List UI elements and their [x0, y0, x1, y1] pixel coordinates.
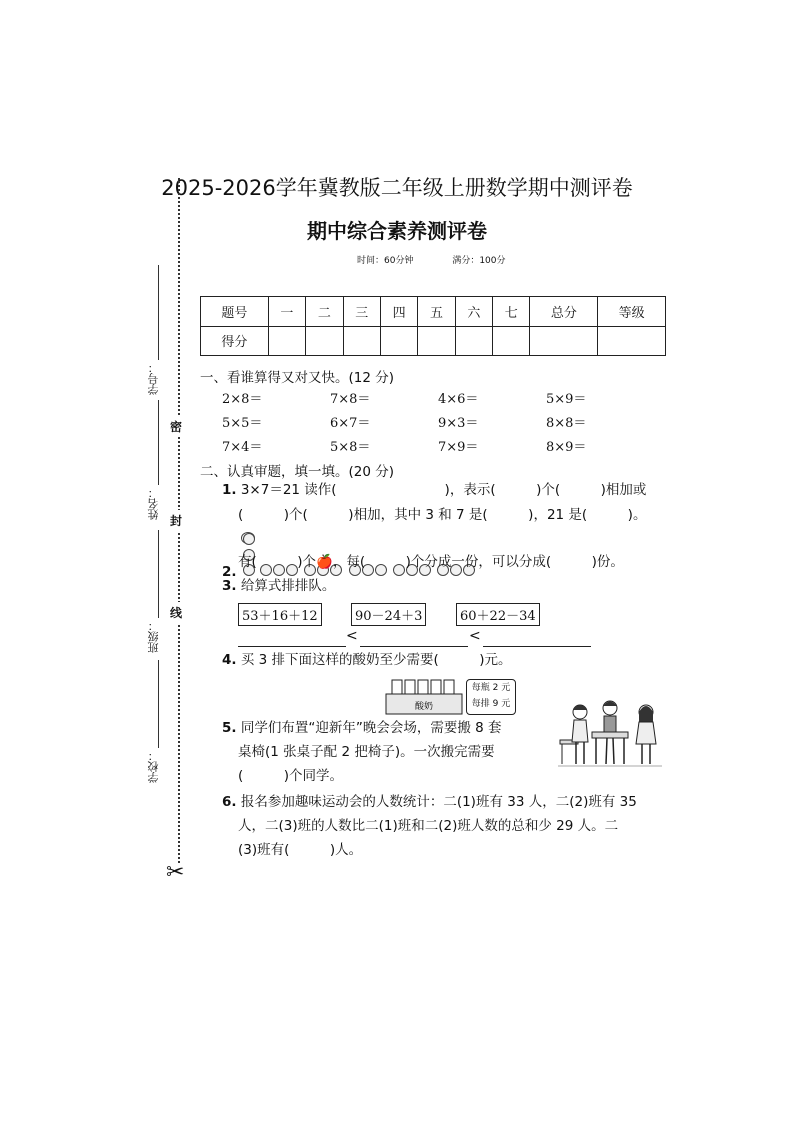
less-than-sign: <: [346, 628, 358, 644]
score-cell[interactable]: [268, 326, 305, 356]
header-cell: 一: [268, 297, 305, 327]
q3-line1: [222, 580, 335, 594]
q6-line1: [222, 796, 637, 810]
score-cell[interactable]: [455, 326, 492, 356]
school-line: [158, 660, 159, 748]
q5-line2: 桌椅(1 张桌子配 2 把椅子)。一次搬完需要: [238, 744, 495, 760]
header-cell: 三: [343, 297, 380, 327]
calc-item: 4×6＝: [438, 392, 479, 407]
table-row: [201, 326, 666, 356]
score-table: [200, 296, 666, 356]
students-moving-desk-illustration: [554, 698, 666, 772]
name-label: 姓名：: [147, 487, 160, 520]
question-number: 2.: [222, 564, 237, 580]
less-than-sign: <: [469, 628, 481, 644]
seal-char-mi: 密: [170, 416, 182, 437]
seal-char-feng: 封: [170, 510, 182, 531]
question-number: 1.: [222, 482, 237, 498]
header-cell: 六: [455, 297, 492, 327]
table-row: [201, 297, 666, 327]
score-cell[interactable]: [418, 326, 455, 356]
q2-line2: 有( )个🍎，每( )个分成一份，可以分成( )份。: [238, 554, 624, 570]
q6-text-1: 报名参加趣味运动会的人数统计：二(1)班有 33 人，二(2)班有 35: [240, 794, 637, 810]
score-cell[interactable]: [598, 326, 666, 356]
school-label: 学校：: [147, 750, 160, 783]
calc-item: 5×5＝: [222, 416, 263, 431]
score-cell[interactable]: [380, 326, 417, 356]
q1-line1: [222, 484, 646, 498]
q6-line3: (3)班有( )人。: [238, 842, 363, 858]
header-cell: 题号: [201, 297, 269, 327]
yogurt-label: 酸奶: [414, 702, 434, 712]
yogurt-pack-icon: [384, 676, 464, 716]
q3-expression: 90－24＋3: [351, 603, 426, 626]
exam-title: 2025-2026学年冀教版二年级上册数学期中测评卷: [161, 176, 633, 200]
score-label-cell: 得分: [201, 326, 269, 356]
apple-group-boxed: [241, 532, 255, 544]
calc-item: 7×4＝: [222, 440, 263, 455]
header-cell: 七: [493, 297, 530, 327]
question-number: 6.: [222, 794, 237, 810]
q3-text: 给算式排排队。: [240, 578, 336, 594]
apple-icon: [243, 533, 255, 545]
student-id-line: [158, 265, 159, 360]
header-cell: 总分: [530, 297, 598, 327]
name-line: [158, 400, 159, 485]
calc-item: 6×7＝: [330, 416, 371, 431]
question-number: 3.: [222, 578, 237, 594]
calc-item: 8×8＝: [546, 416, 587, 431]
score-cell[interactable]: [493, 326, 530, 356]
q4-line1: [222, 654, 512, 668]
q6-line2: 人，二(3)班的人数比二(1)班和二(2)班人数的总和少 29 人。二: [238, 818, 619, 834]
section2-heading: 二、认真审题，填一填。(20 分): [200, 464, 395, 480]
calc-item: 2×8＝: [222, 392, 263, 407]
header-cell: 等级: [598, 297, 666, 327]
seal-char-xian: 线: [170, 602, 182, 623]
header-cell: 二: [306, 297, 343, 327]
answer-blank[interactable]: [360, 645, 468, 647]
answer-blank[interactable]: [483, 645, 591, 647]
section1-heading: 一、看谁算得又对又快。(12 分): [200, 370, 395, 386]
scissors-icon: ✂: [166, 860, 185, 885]
calc-item: 5×8＝: [330, 440, 371, 455]
student-id-label: 学号：: [147, 362, 160, 395]
calc-item: 7×9＝: [438, 440, 479, 455]
time-limit: 时间：60分钟: [357, 256, 414, 266]
q1-text-1: 3×7＝21 读作( )，表示( )个( )相加或: [240, 482, 647, 498]
question-number: 4.: [222, 652, 237, 668]
header-cell: 五: [418, 297, 455, 327]
score-cell[interactable]: [343, 326, 380, 356]
calc-item: 8×9＝: [546, 440, 587, 455]
score-cell[interactable]: [306, 326, 343, 356]
q1-line2: ( )个( )相加，其中 3 和 7 是( )，21 是( )。: [238, 507, 647, 523]
full-score: 满分：100分: [452, 256, 506, 266]
exam-subtitle: 期中综合素养测评卷: [307, 219, 487, 243]
class-line: [158, 530, 159, 618]
q5-line3: ( )个同学。: [238, 768, 344, 784]
q5-text-1: 同学们布置“迎新年”晚会会场，需要搬 8 套: [240, 720, 502, 736]
class-label: 班级：: [147, 620, 160, 653]
calc-item: 7×8＝: [330, 392, 371, 407]
price-per-bottle: 每瓶 2 元: [471, 683, 511, 693]
q3-expression: 53＋16＋12: [238, 603, 322, 626]
answer-blank[interactable]: [238, 645, 346, 647]
q4-text: 买 3 排下面这样的酸奶至少需要( )元。: [240, 652, 512, 668]
header-cell: 四: [380, 297, 417, 327]
q5-line1: [222, 722, 502, 736]
price-tag: [466, 679, 516, 715]
price-per-row: 每排 9 元: [471, 699, 511, 709]
q3-expression: 60＋22－34: [456, 603, 540, 626]
score-cell[interactable]: [530, 326, 598, 356]
calc-item: 9×3＝: [438, 416, 479, 431]
calc-item: 5×9＝: [546, 392, 587, 407]
exam-meta: [357, 253, 542, 266]
question-number: 5.: [222, 720, 237, 736]
